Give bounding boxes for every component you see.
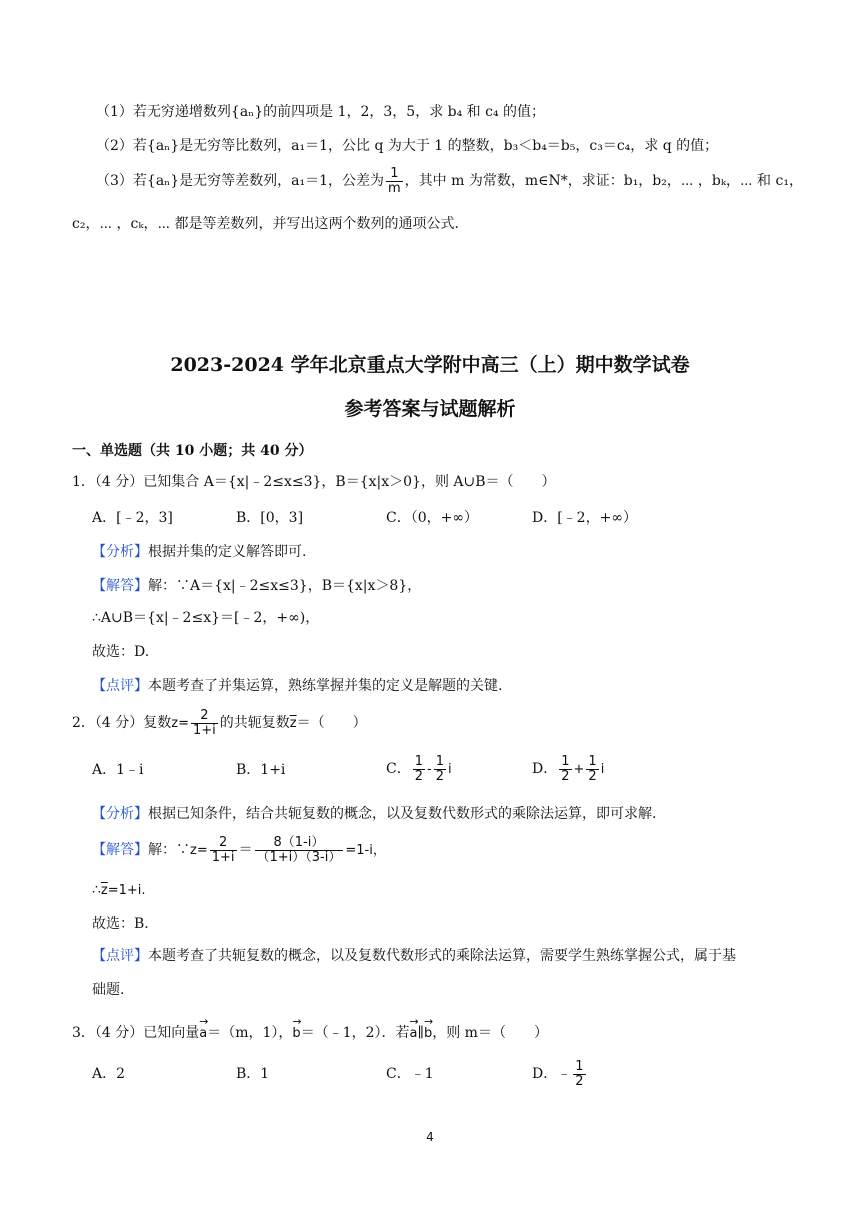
q3-option-b: B．1 <box>236 1066 270 1082</box>
q1-choice: 故选：D. <box>92 644 150 660</box>
q2-stem: 2．（4 分）复数z= $\frac{2}{1+i}$ 的共轭复数$\overline{z}=$（ ） <box>72 707 367 738</box>
q1-answer-1: 【解答】解：∵A＝{x|﹣2≤x≤3}，B＝{x|x＞8}， <box>92 578 422 594</box>
problem-part-1: （1）若无穷递增数列{aₙ}的前四项是 1，2，3，5，求 b₄ 和 c₄ 的值； <box>96 104 546 120</box>
q1-analysis: 【分析】根据并集的定义解答即可. <box>92 544 307 560</box>
q1-answer-2: ∴A∪B＝{x|﹣2≤x}＝[﹣2，+∞)， <box>92 610 320 626</box>
q3-option-a: A．2 <box>92 1066 126 1082</box>
page-subtitle: 参考答案与试题解析 <box>344 398 516 420</box>
conjugate-z: $\overline{z}$ <box>289 716 297 731</box>
vector-b: → b <box>292 1018 300 1044</box>
q2-option-c: C． $\frac{1}{2}$ - $\frac{1}{2}$ i <box>386 753 452 784</box>
q1-option-c: C．（0，+∞） <box>386 510 479 526</box>
q2-fraction: $\frac{2}{1+i}$ <box>192 707 216 738</box>
page-number: 4 <box>426 1130 434 1144</box>
q1-option-b: B．[0，3] <box>236 510 304 526</box>
section-heading: 一、单选题（共 10 小题；共 40 分） <box>72 443 313 459</box>
q2-option-a: A．1﹣i <box>92 762 144 778</box>
q2-analysis: 【分析】根据已知条件，结合共轭复数的概念，以及复数代数形式的乘除法运算，即可求解. <box>92 806 657 822</box>
q1-option-d: D．[﹣2，+∞） <box>532 510 637 526</box>
page-title: 2023-2024 学年北京重点大学附中高三（上）期中数学试卷 <box>170 354 690 376</box>
problem-part-3-cont: c₂，⋯ ，cₖ，⋯ 都是等差数列，并写出这两个数列的通项公式. <box>72 216 459 232</box>
q2-answer-2: $\therefore\overline{z}=1+i$. <box>92 882 146 898</box>
fraction-1-over-m: $\frac{1}{m}$ <box>388 165 401 196</box>
q1-comment: 【点评】本题考查了并集运算，熟练掌握并集的定义是解题的关键. <box>92 678 503 694</box>
vector-a: → a <box>199 1018 207 1044</box>
q2-choice: 故选：B. <box>92 916 149 932</box>
problem-part-2: （2）若{aₙ}是无穷等比数列，a₁＝1，公比 q 为大于 1 的整数，b₃＜b₄＝b₅，c₃＝c₄，求 q 的值； <box>96 138 719 154</box>
q3-option-d: D．﹣ $\frac{1}{2}$ <box>532 1058 584 1089</box>
q2-option-d: D． $\frac{1}{2}$ + $\frac{1}{2}$ i <box>532 753 605 784</box>
q3-stem: 3．（4 分）已知向量→ a＝（m，1），→ b＝（﹣1，2）．若→ a∥→ b，则 m＝（ ） <box>72 1018 548 1044</box>
q2-option-b: B．1+i <box>236 762 286 778</box>
q2-comment-2: 础题. <box>92 982 125 998</box>
q1-stem: 1．（4 分）已知集合 A＝{x|﹣2≤x≤3}，B＝{x|x＞0}，则 A∪B＝（ ） <box>72 474 556 490</box>
q2-comment-1: 【点评】本题考查了共轭复数的概念，以及复数代数形式的乘除法运算，需要学生熟练掌握公式，属于基 <box>92 948 736 964</box>
problem-part-3: （3）若{aₙ}是无穷等差数列，a₁＝1，公差为 $\frac{1}{m}$ ，其中 m 为常数，m∈N*，求证：b₁，b₂，⋯ ，bₖ，⋯ 和 c₁， <box>96 165 803 196</box>
q3-option-c: C．﹣1 <box>386 1066 434 1082</box>
q1-option-a: A．[﹣2，3] <box>92 510 173 526</box>
q2-answer-1: 【解答】解：∵z= $\frac{2}{1+i}$ ＝ $\frac{8(1-i)}{(1+i)(3-i)}$ =1-i， <box>92 834 386 865</box>
